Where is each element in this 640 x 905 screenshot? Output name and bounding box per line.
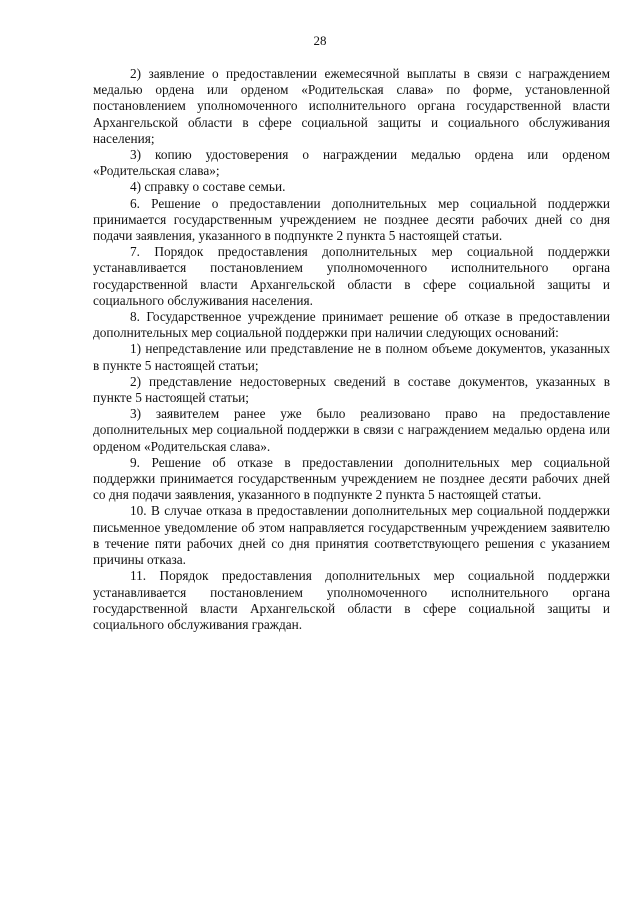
paragraph-item-8: 8. Государственное учреждение принимает решение об отказе в предоставлении дополнительных мер социальной поддержки при наличии следующих оснований:	[93, 309, 610, 341]
document-body	[93, 66, 610, 633]
paragraph-item-8-sub-3: 3) заявителем ранее уже было реализовано право на предоставление дополнительных мер социальной поддержки в связи с награждением медалью ордена или орденом «Родительская слава».	[93, 406, 610, 454]
page-number: 28	[313, 33, 327, 48]
paragraph-item-6: 6. Решение о предоставлении дополнительных мер социальной поддержки принимается государственным учреждением не позднее десяти рабочих дней со дня подачи заявления, указанного в подпункте 2 пункта 5 настоящей статьи.	[93, 195, 610, 244]
paragraph-subitem-2: 2) заявление о предоставлении ежемесячной выплаты в связи с награждением медалью ордена или орденом «Родительская слава» по форме, установленной постановлением уполномоченного исполнительного органа государственной власти Архангельской области в сфере социальной защиты и социального обслуживания населения;	[93, 66, 610, 146]
paragraph-subitem-4: 4) справку о составе семьи.	[130, 179, 286, 195]
paragraph-item-9: 9. Решение об отказе в предоставлении дополнительных мер социальной поддержки принимается государственным учреждением не позднее десяти рабочих дней со дня подачи заявления, указанного в подпункте 2 пункта 5 настоящей статьи.	[93, 454, 610, 503]
paragraph-item-8-sub-2: 2) представление недостоверных сведений в составе документов, указанных в пункте 5 настоящей статьи;	[93, 373, 610, 406]
paragraph-item-10: 10. В случае отказа в предоставлении дополнительных мер социальной поддержки письменное уведомление об этом направляется государственным учреждением заявителю в течение пяти рабочих дней со дня принятия соответствующего решения с указанием причины отказа.	[93, 503, 610, 568]
paragraph-item-7: 7. Порядок предоставления дополнительных мер социальной поддержки устанавливается постановлением уполномоченного исполнительного органа государственной власти Архангельской области в сфере социальной защиты и социального обслуживания населения.	[93, 244, 610, 308]
paragraph-subitem-3: 3) копию удостоверения о награждении медалью ордена или орденом «Родительская слава»;	[93, 147, 610, 179]
paragraph-item-8-sub-1: 1) непредставление или представление не в полном объеме документов, указанных в пункте 5 настоящей статьи;	[93, 341, 610, 373]
paragraph-item-11: 11. Порядок предоставления дополнительных мер социальной поддержки устанавливается постановлением уполномоченного исполнительного органа государственной власти Архангельской области в сфере социальной защиты и социального обслуживания граждан.	[93, 568, 610, 632]
